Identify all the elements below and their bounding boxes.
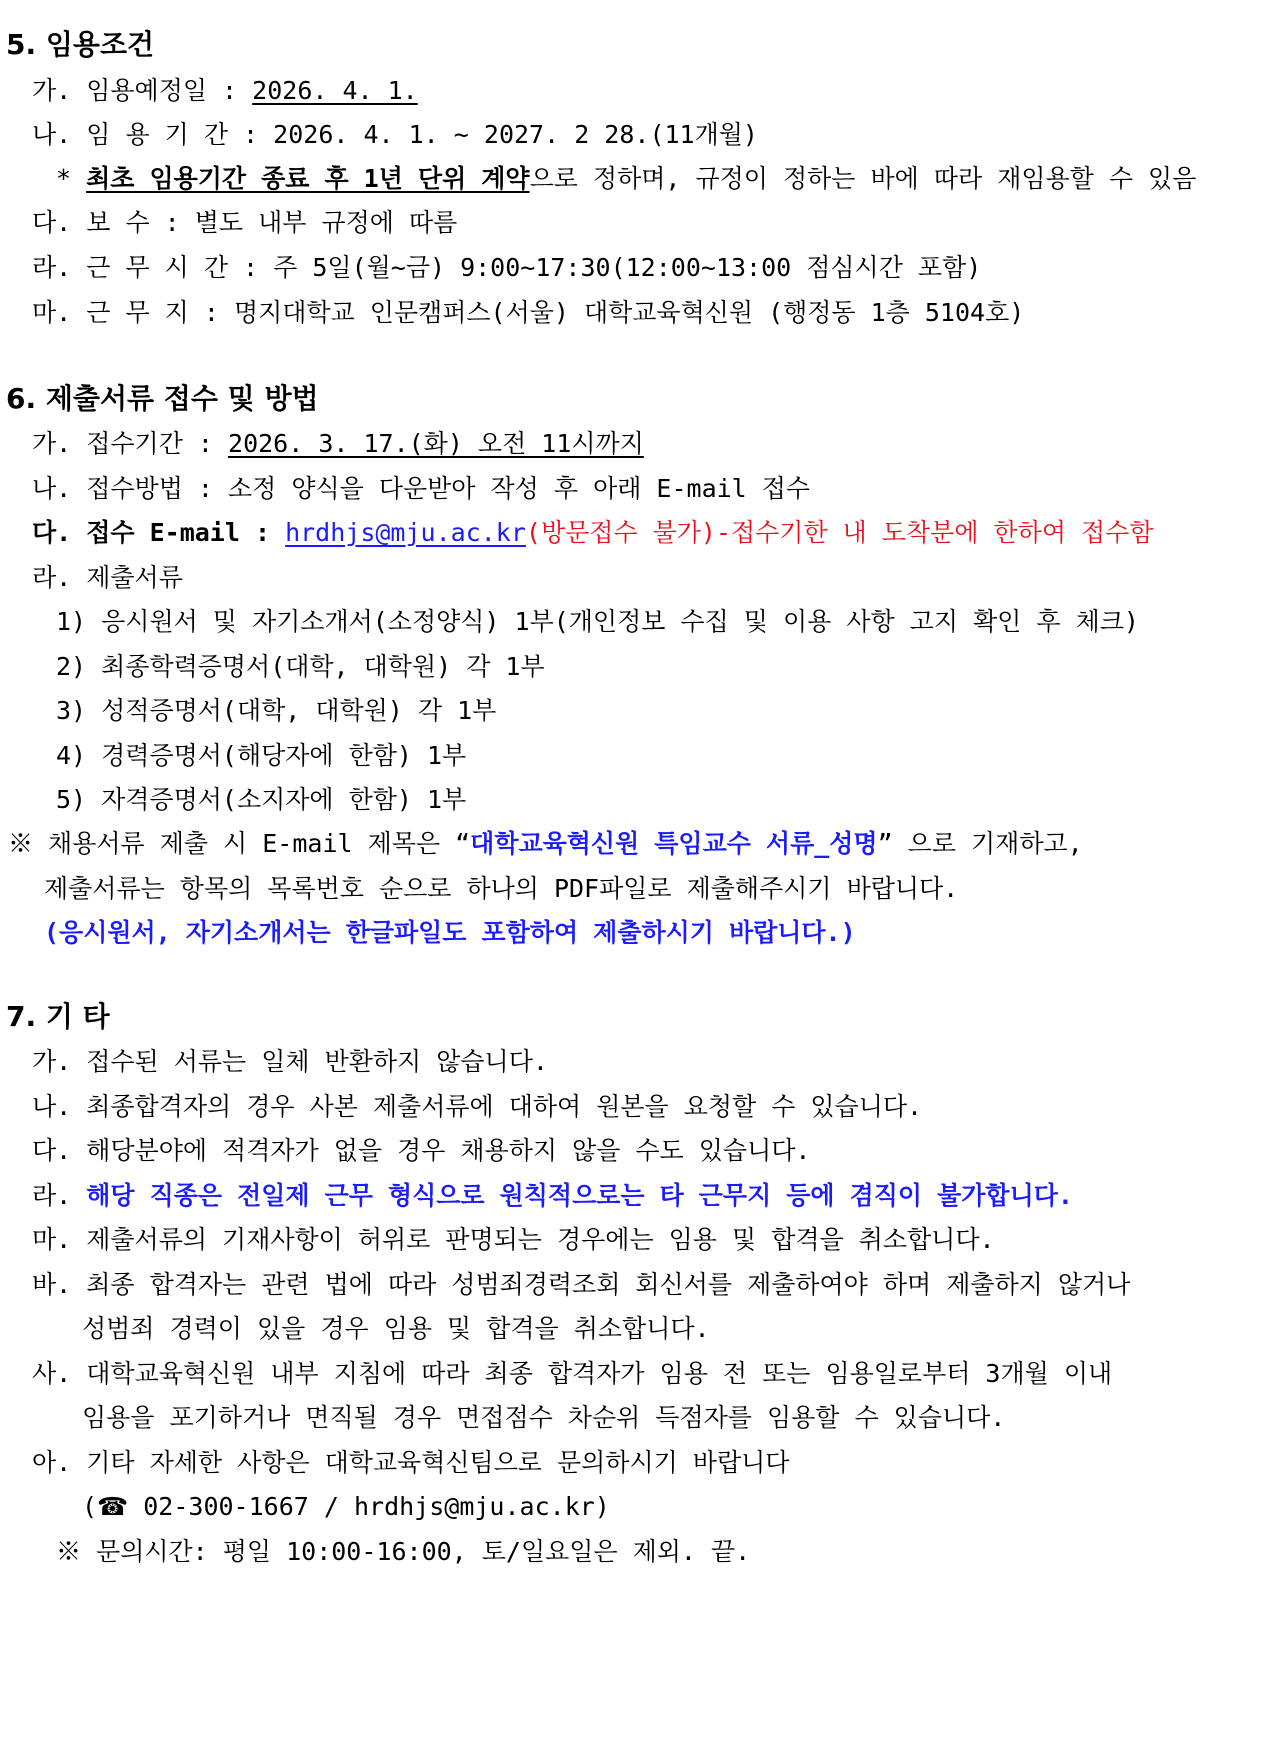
- s7-contact: (☎ 02-300-1667 / hrdhjs@mju.ac.kr): [82, 1492, 610, 1521]
- s7-item-h: 아. 기타 자세한 사항은 대학교육혁신팀으로 문의하시기 바랍니다: [32, 1448, 790, 1477]
- s5-contract-note: * 최초 임용기간 종료 후 1년 단위 계약으로 정하며, 규정이 정하는 바에 따라 재임용할 수 있음: [56, 164, 1197, 193]
- s7-item-f-cont: 성범죄 경력이 있을 경우 임용 및 합격을 취소합니다.: [82, 1314, 710, 1343]
- s6-doc-item-4: 4) 경력증명서(해당자에 한함) 1부: [56, 741, 467, 770]
- s5-hours: 라. 근 무 시 간 : 주 5일(월~금) 9:00~17:30(12:00~13:00 점심시간 포함): [32, 253, 982, 282]
- s6-documents: 라. 제출서류: [32, 563, 183, 592]
- s7-inquiry-hours: ※ 문의시간: 평일 10:00-16:00, 토/일요일은 제외. 끝.: [56, 1537, 751, 1566]
- s5-location: 마. 근 무 지 : 명지대학교 인문캠퍼스(서울) 대학교육혁신원 (행정동 1층 5104호): [32, 298, 1025, 327]
- s6-doc-item-2: 2) 최종학력증명서(대학, 대학원) 각 1부: [56, 652, 545, 681]
- section-5-title: 5. 임용조건: [6, 28, 155, 61]
- s7-item-d: 라. 해당 직종은 전일제 근무 형식으로 원칙적으로는 타 근무지 등에 겸직이 불가합니다.: [32, 1181, 1073, 1210]
- s6-method: 나. 접수방법 : 소정 양식을 다운받아 작성 후 아래 E-mail 접수: [32, 474, 811, 503]
- s5-period: 나. 임 용 기 간 : 2026. 4. 1. ~ 2027. 2 28.(11개월): [32, 120, 758, 149]
- s7-item-f: 바. 최종 합격자는 관련 법에 따라 성범죄경력조회 회신서를 제출하여야 하며 제출하지 않거나: [32, 1270, 1131, 1299]
- s6-period: 가. 접수기간 : 2026. 3. 17.(화) 오전 11시까지: [32, 429, 644, 458]
- s6-doc-item-3: 3) 성적증명서(대학, 대학원) 각 1부: [56, 696, 497, 725]
- s5-start-date: 가. 임용예정일 : 2026. 4. 1.: [32, 76, 418, 105]
- s6-hwp-note: (응시원서, 자기소개서는 한글파일도 포함하여 제출하시기 바랍니다.): [44, 918, 856, 947]
- s6-pdf-note: 제출서류는 항목의 목록번호 순으로 하나의 PDF파일로 제출해주시기 바랍니다.: [44, 874, 959, 903]
- s7-item-g: 사. 대학교육혁신원 내부 지침에 따라 최종 합격자가 임용 전 또는 임용일로부터 3개월 이내: [32, 1359, 1113, 1388]
- section-6-title: 6. 제출서류 접수 및 방법: [6, 382, 319, 415]
- phone-icon: ☎: [97, 1492, 129, 1521]
- s6-doc-item-5: 5) 자격증명서(소지자에 한함) 1부: [56, 785, 467, 814]
- section-7-title: 7. 기 타: [6, 1000, 110, 1033]
- s5-pay: 다. 보 수 : 별도 내부 규정에 따름: [32, 208, 458, 237]
- s7-item-e: 마. 제출서류의 기재사항이 허위로 판명되는 경우에는 임용 및 합격을 취소합니다.: [32, 1225, 995, 1254]
- s6-email-subject-note: ※ 채용서류 제출 시 E-mail 제목은 “대학교육혁신원 특임교수 서류_성명” 으로 기재하고,: [8, 829, 1083, 858]
- s7-item-c: 다. 해당분야에 적격자가 없을 경우 채용하지 않을 수도 있습니다.: [32, 1136, 811, 1165]
- s7-item-g-cont: 임용을 포기하거나 면직될 경우 면접점수 차순위 득점자를 임용할 수 있습니다.: [82, 1403, 1006, 1432]
- email-link[interactable]: hrdhjs@mju.ac.kr: [285, 518, 526, 547]
- s7-item-a: 가. 접수된 서류는 일체 반환하지 않습니다.: [32, 1047, 548, 1076]
- s6-doc-item-1: 1) 응시원서 및 자기소개서(소정양식) 1부(개인정보 수집 및 이용 사항 고지 확인 후 체크): [56, 607, 1139, 636]
- s6-email: 다. 접수 E-mail : hrdhjs@mju.ac.kr(방문접수 불가)-접수기한 내 도착분에 한하여 접수함: [32, 518, 1154, 547]
- s7-item-b: 나. 최종합격자의 경우 사본 제출서류에 대하여 원본을 요청할 수 있습니다.: [32, 1092, 923, 1121]
